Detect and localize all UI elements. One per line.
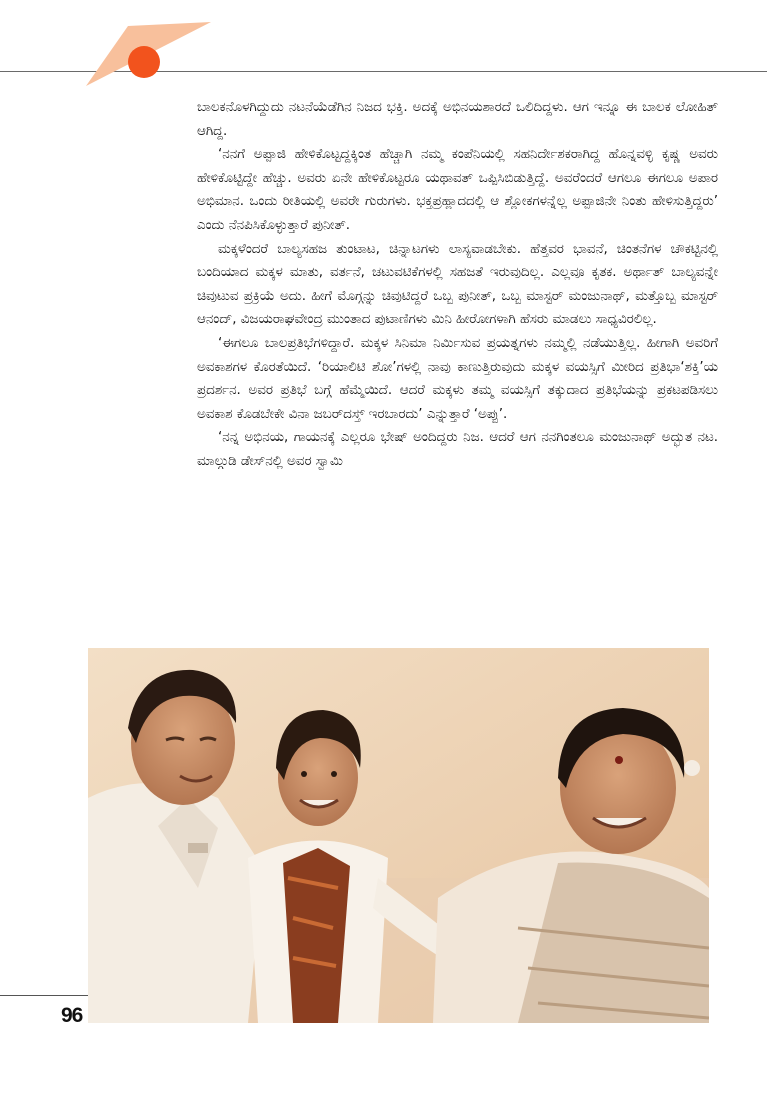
- page-number: 96: [61, 1004, 83, 1027]
- paragraph: ‘ಈಗಲೂ ಬಾಲಪ್ರತಿಭೆಗಳಿದ್ದಾರೆ. ಮಕ್ಕಳ ಸಿನಿಮಾ ನಿರ್ಮಿಸುವ ಪ್ರಯತ್ನಗಳು ನಮ್ಮಲ್ಲಿ ನಡೆಯುತ್ತಿಲ್ಲ. ಹೀಗಾಗಿ ಅವರಿಗೆ ಅವಕಾಶಗಳ ಕೊರತೆಯಿದೆ. ‘ರಿಯಾಲಿಟಿ ಶೋ’ಗಳಲ್ಲಿ ನಾವು ಕಾಣುತ್ತಿರುವುದು ಮಕ್ಕಳ ವಯಸ್ಸಿಗೆ ಮೀರಿದ ಪ್ರತಿಭಾ‘ಶಕ್ತಿ’ಯ ಪ್ರದರ್ಶನ. ಅವರ ಪ್ರತಿಭೆ ಬಗ್ಗೆ ಹೆಮ್ಮೆಯಿದೆ. ಆದರೆ ಮಕ್ಕಳು ತಮ್ಮ ವಯಸ್ಸಿಗೆ ತಕ್ಕುದಾದ ಪ್ರತಿಭೆಯನ್ನು ಪ್ರಕಟಪಡಿಸಲು ಅವಕಾಶ ಕೊಡಬೇಕೇ ವಿನಾ ಜಬರ್‌ದಸ್ತ್ ಇರಬಾರದು’ ಎನ್ನುತ್ತಾರೆ ‘ಅಪ್ಪು’.: [197, 335, 718, 422]
- family-photo: [88, 648, 709, 1023]
- publisher-logo-icon: [86, 18, 211, 86]
- footer-rule: [0, 995, 88, 996]
- article-text: [197, 96, 718, 474]
- family-photo-image: [88, 648, 709, 1023]
- paragraph: ‘ನನಗೆ ಅಪ್ಪಾಜಿ ಹೇಳಿಕೊಟ್ಟದ್ದಕ್ಕಿಂತ ಹೆಚ್ಚಾಗಿ ನಮ್ಮ ಕಂಪೆನಿಯಲ್ಲಿ ಸಹನಿರ್ದೇಶಕರಾಗಿದ್ದ ಹೊನ್ನವಳ್ಳಿ ಕೃಷ್ಣ ಅವರು ಹೇಳಿಕೊಟ್ಟಿದ್ದೇ ಹೆಚ್ಚು. ಅವರು ಏನೇ ಹೇಳಿಕೊಟ್ಟರೂ ಯಥಾವತ್ ಒಪ್ಪಿಸಿಬಿಡುತ್ತಿದ್ದೆ. ಅವರೆಂದರೆ ಆಗಲೂ ಈಗಲೂ ಅಪಾರ ಅಭಿಮಾನ. ಒಂದು ರೀತಿಯಲ್ಲಿ ಅವರೇ ಗುರುಗಳು. ಭಕ್ತಪ್ರಹ್ಲಾದದಲ್ಲಿ ಆ ಶ್ಲೋಕಗಳನ್ನೆಲ್ಲ ಅಪ್ಪಾಜಿನೇ ನಿಂತು ಹೇಳಿಸುತ್ತಿದ್ದರು’ ಎಂದು ನೆನಪಿಸಿಕೊಳ್ಳುತ್ತಾರೆ ಪುನೀತ್.: [197, 147, 718, 233]
- paragraph: ಮಕ್ಕಳೆಂದರೆ ಬಾಲ್ಯಸಹಜ ತುಂಟಾಟ, ಚಿನ್ನಾಟಗಳು ಲಾಸ್ಯವಾಡಬೇಕು. ಹೆತ್ತವರ ಭಾವನೆ, ಚಿಂತನೆಗಳ ಚೌಕಟ್ಟಿನಲ್ಲಿ ಬಂದಿಯಾದ ಮಕ್ಕಳ ಮಾತು, ವರ್ತನೆ, ಚಟುವಟಿಕೆಗಳಲ್ಲಿ ಸಹಜತೆ ಇರುವುದಿಲ್ಲ. ಎಲ್ಲವೂ ಕೃತಕ. ಅರ್ಥಾತ್ ಬಾಲ್ಯವನ್ನೇ ಚಿವುಟುವ ಪ್ರಕ್ರಿಯೆ ಅದು. ಹೀಗೆ ಮೊಗ್ಗನ್ನು ಚಿವುಟಿದ್ದರೆ ಒಬ್ಬ ಪುನೀತ್, ಒಬ್ಬ ಮಾಸ್ಟರ್ ಮಂಜುನಾಥ್, ಮತ್ತೊಬ್ಬ ಮಾಸ್ಟರ್ ಆನಂದ್, ವಿಜಯರಾಘವೇಂದ್ರ ಮುಂತಾದ ಪುಟಾಣಿಗಳು ಮಿನಿ ಹೀರೋಗಳಾಗಿ ಹೆಸರು ಮಾಡಲು ಸಾಧ್ಯವಿರಲಿಲ್ಲ.: [197, 241, 718, 328]
- paragraph: ‘ನನ್ನ ಅಭಿನಯ, ಗಾಯನಕ್ಕೆ ಎಲ್ಲರೂ ಭೇಷ್ ಅಂದಿದ್ದರು ನಿಜ. ಆದರೆ ಆಗ ನನಗಿಂತಲೂ ಮಂಜುನಾಥ್ ಅದ್ಭುತ ನಟ. ಮಾಲ್ಗುಡಿ ಡೇಸ್‌ನಲ್ಲಿ ಅವರ ಸ್ವಾಮಿ: [197, 430, 718, 469]
- paragraph: ಬಾಲಕನೊಳಗಿದ್ದುದು ನಟನೆಯೆಡೆಗಿನ ನಿಜದ ಭಕ್ತಿ. ಅದಕ್ಕೆ ಅಭಿನಯಶಾರದೆ ಒಲಿದಿದ್ದಳು. ಆಗ ಇನ್ನೂ ಈ ಬಾಲಕ ಲೋಹಿತ್ ಆಗಿದ್ದ.: [197, 100, 718, 139]
